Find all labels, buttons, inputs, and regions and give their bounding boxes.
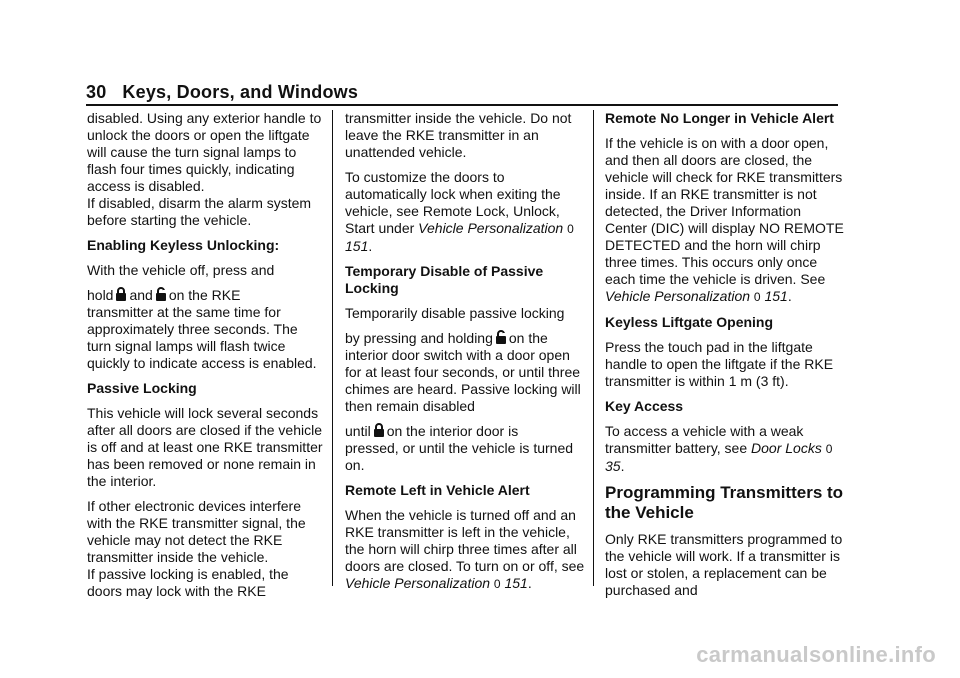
watermark: carmanualsonline.info	[696, 642, 936, 667]
text: To customize the doors to automatically lock when exiting the vehicle, see	[345, 169, 561, 219]
paragraph-with-reference	[345, 507, 585, 593]
paragraph-with-reference	[605, 423, 845, 475]
header-rule	[86, 104, 838, 106]
paragraph: Temporarily disable passive locking	[345, 305, 565, 321]
padlock-closed-icon	[373, 423, 385, 437]
page-ref-arrow-icon: 0	[493, 577, 501, 591]
text: .	[620, 458, 625, 474]
text: until	[345, 423, 371, 439]
text: .	[527, 575, 532, 591]
paragraph-with-reference	[345, 169, 585, 255]
column-divider-1	[332, 110, 333, 586]
heading-temporary-disable: Temporary Disable of Passive Locking	[345, 263, 544, 296]
text-and: and	[129, 287, 153, 303]
column-divider-2	[593, 110, 594, 586]
page-ref-arrow-icon: 0	[753, 290, 761, 304]
heading-enabling-keyless: Enabling Keyless Unlocking:	[87, 237, 280, 253]
padlock-open-icon	[495, 330, 507, 344]
heading-key-access: Key Access	[605, 398, 684, 414]
paragraph: If disabled, disarm the alarm system before starting the vehicle.	[87, 195, 312, 228]
column-3	[605, 110, 845, 607]
column-2	[345, 110, 585, 601]
text: on the	[508, 330, 548, 346]
paragraph: With the vehicle off, press and	[87, 262, 275, 278]
heading-remote-left-alert: Remote Left in Vehicle Alert	[345, 482, 530, 498]
padlock-open-icon	[155, 287, 167, 301]
text: When the vehicle is turned off and an RKE transmitter is left in the vehicle, the horn will chirp three times after all doors are closed. To turn on or off, see	[345, 507, 585, 574]
paragraph: Press the touch pad in the liftgate handle to open the liftgate if the RKE transmitter is within 1 m (3 ft).	[605, 339, 834, 389]
reference-page-number[interactable]: 151	[504, 575, 528, 591]
text: by pressing and holding	[345, 330, 493, 346]
text-hold: hold	[87, 287, 114, 303]
reference-vehicle-personalization[interactable]: Vehicle Personalization	[605, 288, 751, 304]
reference-page-number[interactable]: 35	[605, 458, 621, 474]
heading-passive-locking: Passive Locking	[87, 380, 197, 396]
page-ref-arrow-icon: 0	[567, 222, 574, 236]
paragraph: If other electronic devices interfere with the RKE transmitter signal, the vehicle may not detect the RKE transmitter inside the vehicle.	[87, 498, 306, 565]
paragraph-with-icon	[345, 330, 585, 347]
text: .	[787, 288, 792, 304]
reference-remote-lock[interactable]: Remote Lock, Unlock, Start	[345, 203, 560, 236]
reference-door-locks[interactable]: Door Locks	[751, 440, 822, 456]
heading-keyless-liftgate: Keyless Liftgate Opening	[605, 314, 774, 330]
paragraph-with-icons	[87, 287, 323, 304]
text: on the interior door is	[386, 423, 519, 439]
column-1	[87, 110, 323, 608]
text: under	[378, 220, 415, 236]
paragraph: disabled. Using any exterior handle to unlock the doors or open the liftgate will cause the turn signal lamps to flash four times quickly, indicating access is disabled.	[87, 110, 322, 194]
page-ref-arrow-icon: 0	[825, 442, 833, 456]
heading-programming-transmitters: Programming Transmitters to the Vehicle	[605, 483, 844, 522]
section-title: Keys, Doors, and Windows	[122, 82, 359, 102]
paragraph-with-icon	[345, 423, 585, 440]
paragraph-with-reference	[605, 135, 845, 306]
paragraph: pressed, or until the vehicle is turned on.	[345, 440, 574, 473]
reference-page-number[interactable]: 151	[764, 288, 788, 304]
paragraph: transmitter at the same time for approximately three seconds. The turn signal lamps will flash twice quickly to indicate access is enabled.	[87, 304, 317, 371]
page-number: 30	[86, 82, 107, 102]
text: .	[368, 238, 373, 254]
text: If the vehicle is on with a door open, and then all doors are closed, the vehicle will check for RKE transmitters inside. If an RKE transmitter is not detected, the Driver Information Center (DIC) will display NO REMOTE DETECTED and the horn will chirp three times. This occurs only once each time the vehicle is driven. See	[605, 135, 844, 287]
paragraph: interior door switch with a door open for at least four seconds, or until three chimes are heard. Passive locking will then remain disabled	[345, 347, 581, 414]
heading-remote-no-longer-alert: Remote No Longer in Vehicle Alert	[605, 110, 834, 126]
paragraph: If passive locking is enabled, the doors may lock with the RKE	[87, 566, 289, 599]
text: To access a vehicle with a weak transmitter battery, see	[605, 423, 804, 456]
paragraph: Only RKE transmitters programmed to the vehicle will work. If a transmitter is lost or stolen, a replacement can be purchased and	[605, 531, 843, 598]
reference-vehicle-personalization[interactable]: Vehicle Personalization	[418, 220, 564, 236]
text-on-rke: on the RKE	[168, 287, 241, 303]
page-header	[86, 82, 358, 103]
reference-vehicle-personalization[interactable]: Vehicle Personalization	[345, 575, 491, 591]
padlock-closed-icon	[115, 287, 127, 301]
paragraph: transmitter inside the vehicle. Do not leave the RKE transmitter in an unattended vehicle.	[345, 110, 572, 160]
paragraph: This vehicle will lock several seconds after all doors are closed if the vehicle is off and at least one RKE transmitter has been removed or none remain in the interior.	[87, 405, 323, 489]
reference-page-number[interactable]: 151	[345, 238, 369, 254]
